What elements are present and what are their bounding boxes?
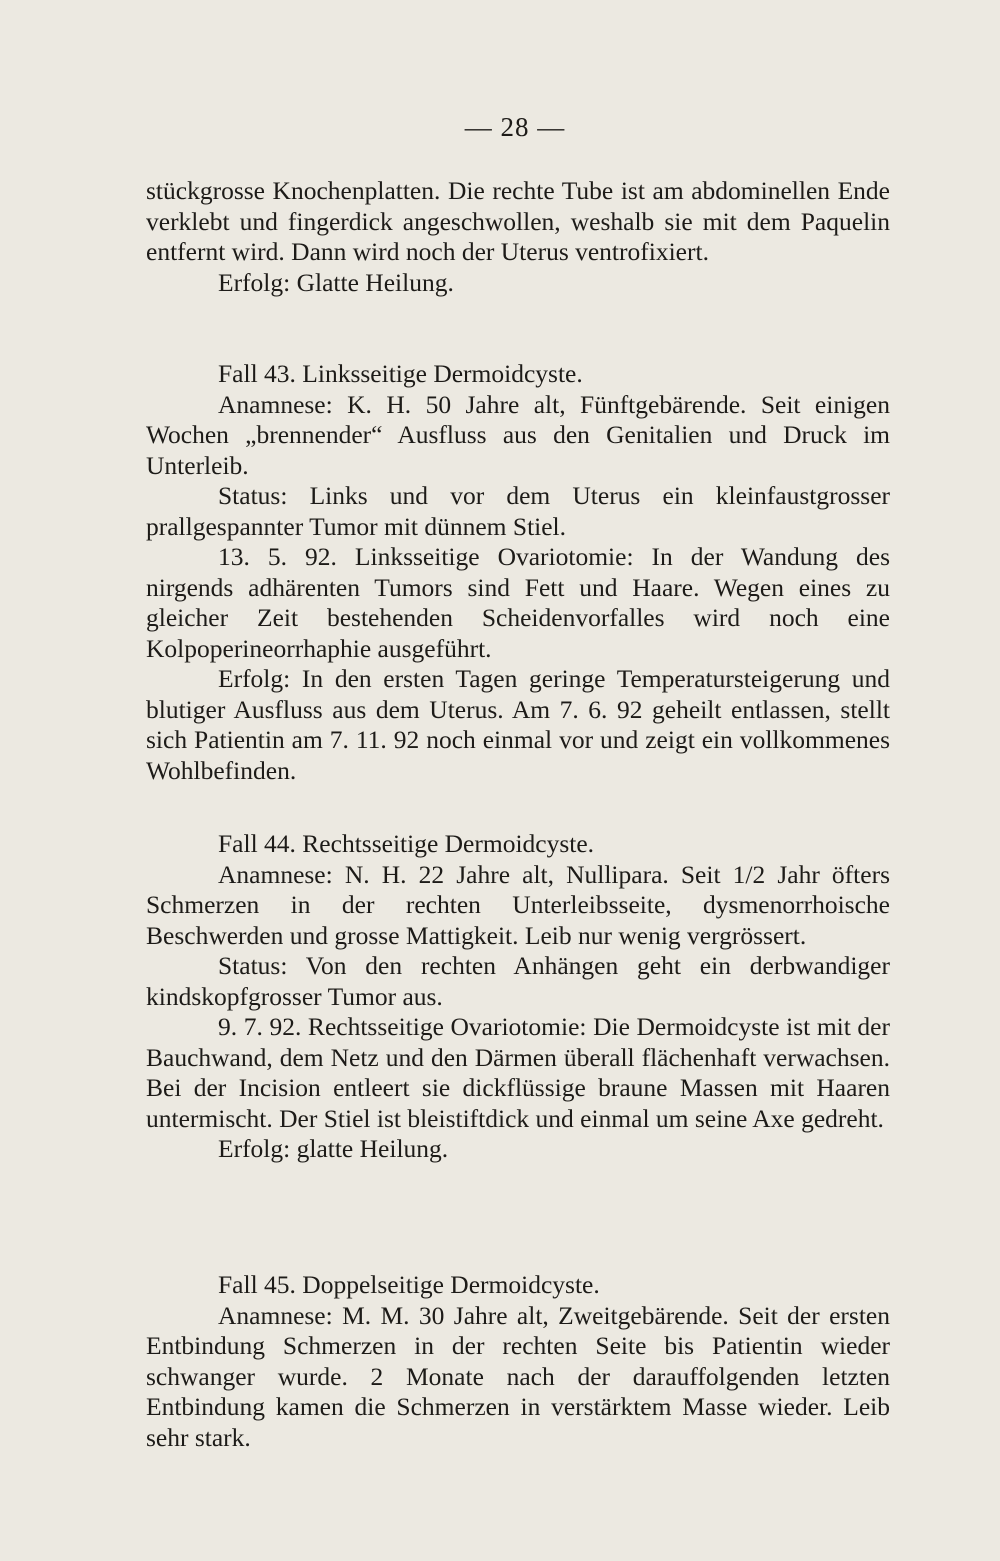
paragraph: Anamnese: K. H. 50 Jahre alt, Fünftgebärende. Seit einigen Wochen „brennender“ Ausfluss aus den Genitalien und Druck im Unterleib. [146,389,890,480]
paragraph: Status: Links und vor dem Uterus ein kleinfaustgrosser prallgespannter Tumor mit dünnem Stiel. [146,481,890,541]
paragraph: Fall 44. Rechtsseitige Dermoidcyste. [218,829,595,858]
paragraph: Erfolg: In den ersten Tagen geringe Temperatursteigerung und blutiger Ausfluss aus dem Uterus. Am 7. 6. 92 geheilt entlassen, stellt sich Patientin am 7. 11. 92 noch einmal vor und zeigt ein vollkommenes Wohlbefinden. [146,664,890,785]
paragraph: Status: Von den rechten Anhängen geht ein derbwandiger kindskopfgrosser Tumor aus. [146,951,890,1011]
paragraph: stückgrosse Knochenplatten. Die rechte Tube ist am abdominellen Ende verklebt und fingerdick angeschwollen, weshalb sie mit dem Paquelin entfernt wird. Dann wird noch der Uterus ventrofixiert. [146,176,890,266]
paragraph: Fall 43. Linksseitige Dermoidcyste. [218,359,583,388]
paragraph: Fall 45. Doppelseitige Dermoidcyste. [218,1270,600,1299]
paragraph: 9. 7. 92. Rechtsseitige Ovariotomie: Die Dermoidcyste ist mit der Bauchwand, dem Netz und den Därmen überall flächenhaft verwachsen. Bei der Incision entleert sie dickflüssige braune Massen mit Haaren untermischt. Der Stiel ist bleistiftdick und einmal um seine Axe gedreht. [146,1012,890,1133]
text-block-case-45 [146,1270,890,1453]
paragraph: Anamnese: N. H. 22 Jahre alt, Nullipara. Seit 1/2 Jahr öfters Schmerzen in der rechten Unterleibsseite, dysmenorrhoische Beschwerden und grosse Mattigkeit. Leib nur wenig vergrössert. [146,859,890,950]
text-block-case-43 [146,359,890,786]
text-block-case-42-end [146,176,890,298]
paragraph: Erfolg: glatte Heilung. [218,1134,449,1163]
paragraph: 13. 5. 92. Linksseitige Ovariotomie: In der Wandung des nirgends adhärenten Tumors sind Fett und Haare. Wegen eines zu gleicher Zeit bestehenden Scheidenvorfalles wird noch eine Kolpoperineorrhaphie ausgeführt. [146,542,890,663]
text-block-case-44 [146,829,890,1165]
page-number: — 28 — [464,112,566,142]
paragraph: Erfolg: Glatte Heilung. [218,267,454,297]
paragraph: Anamnese: M. M. 30 Jahre alt, Zweitgebärende. Seit der ersten Entbindung Schmerzen in der rechten Seite bis Patientin wieder schwanger wurde. 2 Monate nach der darauffolgenden letzten Entbindung kamen die Schmerzen in verstärktem Masse wieder. Leib sehr stark. [146,1300,890,1452]
